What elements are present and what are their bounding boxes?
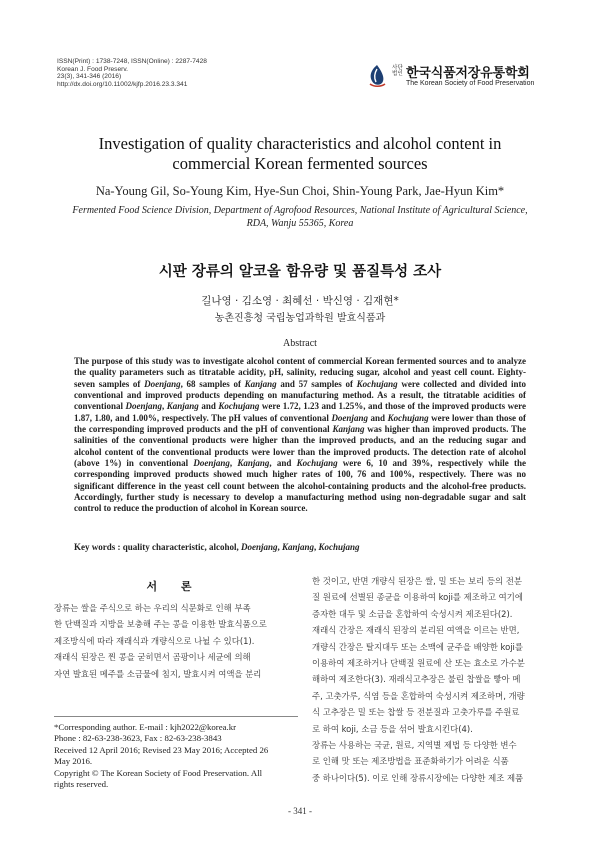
- body-column-left: [54, 600, 300, 682]
- society-name-kr: 한국식품저장유통학회: [406, 66, 530, 81]
- doi-link[interactable]: http://dx.doi.org/10.11002/kjfp.2016.23.3.341: [57, 80, 188, 88]
- body-text-line: 재래식 간장은 재래식 된장의 분리된 여액을 이르는 반면,: [312, 625, 520, 636]
- affiliation-kr: 농촌진흥청 국립농업과학원 발효식품과: [214, 313, 386, 324]
- abstract-body: The purpose of this study was to investigate alcohol content of commercial Korean fermented sources and to analyze the quality parameters such as titratable acidity, pH, salinity, reducing sugar, alcohol and yeast cell count. Eighty-seven samples of Doenjang, 68 samples of Kanjang and 57 samples of Kochujang were collected and divided into conventional and improved products depending on manufacturing method. As a result, the titratable acidities of conventional Doenjang, Kanjang and Kochujang were 1.72, 1.23 and 1.25%, and those of the improved products were 1.87, 1.80, and 1.00%, respectively. The pH values of conventional Doenjang and Kochujang were lower than those of the corresponding improved products and the pH of conventional Kanjang was higher than improved products. The salinities of the conventional products were higher than the improved products, and an the reducing sugar and alcohol content of the conventional products were lower than the improved products. The detection rate of alcohol (above 1%) in conventional Doenjang, Kanjang, and Kochujang were 6, 10 and 39%, respectively while the corresponding improved products showed much higher rates of 100, 76 and 100%, respectively. There was no significant difference in the yeast cell count between the alcohol-containing products and the alcohol-free products. Accordingly, further study is necessary to develop a manufacturing method using non-degradable sugar and salt control to reduce the production of alcohol in Korean source.: [74, 356, 527, 514]
- body-text-line: 증자한 대두 및 소금을 혼합하여 숙성시켜 제조된다(2).: [312, 608, 513, 619]
- keywords-list: quality characteristic, alcohol, Doenjang, Kanjang, Kochujang: [122, 542, 360, 552]
- article-title-line-2: commercial Korean fermented sources: [172, 154, 428, 173]
- journal-header-info: [57, 58, 297, 88]
- body-text-line: 식 고추장은 밀 또는 찹쌀 등 전분질과 고춧가루를 주원료: [312, 707, 520, 718]
- author-list: Na-Young Gil, So-Young Kim, Hye-Sun Choi, Shin-Young Park, Jae-Hyun Kim*: [95, 184, 505, 198]
- body-text-line: 로 하여 koji, 소금 등을 섞어 발효시킨다(4).: [312, 723, 473, 734]
- footnote-line: Received 12 April 2016; Revised 23 May 2016; Accepted 26: [54, 744, 269, 755]
- volume-line: 23(3), 341-346 (2016): [57, 73, 122, 81]
- body-text-line: 질 원료에 선별된 종균을 이용하여 koji를 제조하고 여기에: [312, 592, 523, 603]
- section-heading-introduction: 서 론: [146, 580, 202, 593]
- footnote-line: Phone : 82-63-238-3623, Fax : 82-63-238-3843: [54, 733, 222, 744]
- issn-line: ISSN(Print) : 1738-7248, ISSN(Online) : 2287-7428: [57, 58, 207, 65]
- body-text-line: 한 단백질과 지방을 보충해 주는 콩을 이용한 발효식품으로: [54, 619, 267, 630]
- body-text-line: 한 것이고, 반면 개량식 된장은 쌀, 밀 또는 보리 등의 전분: [312, 576, 522, 586]
- body-text-line: 이용하여 제조하거나 단백질 원료에 산 또는 효소로 가수분: [312, 658, 525, 669]
- body-column-right: [312, 573, 548, 786]
- body-text-line: 중 하나이다(5). 이로 인해 장류시장에는 다양한 제조 제품: [312, 772, 524, 783]
- society-logo: [366, 60, 566, 94]
- corresponding-author-footnote: [54, 722, 300, 790]
- society-emblem-icon: [366, 64, 388, 88]
- article-title-line-1: Investigation of quality characteristics and alcohol content in: [98, 134, 502, 153]
- affiliation-line-2: RDA, Wanju 55365, Korea: [246, 218, 354, 229]
- body-text-line: 재래식 된장은 찐 콩을 굳히면서 곰팡이나 세균에 의해: [54, 652, 251, 663]
- body-text-line: 주, 고춧가루, 식염 등을 혼합하여 숙성시켜 제조하며, 개량: [312, 690, 525, 701]
- footnote-line: rights reserved.: [54, 779, 109, 790]
- author-list-kr: 길나영 · 김소영 · 최혜선 · 박신영 · 김재현*: [201, 295, 399, 307]
- body-text-line: 제조방식에 따라 재래식과 개량식으로 나뉠 수 있다(1).: [54, 635, 255, 646]
- abstract-heading: Abstract: [283, 338, 317, 349]
- page-number: - 341 -: [288, 806, 312, 816]
- footnote-line: Copyright © The Korean Society of Food Preservation. All: [54, 767, 263, 778]
- keywords-label: Key words :: [74, 542, 121, 552]
- article-title: [60, 134, 540, 174]
- keywords: [74, 542, 526, 552]
- body-text-line: 장류는 쌀을 주식으로 하는 우리의 식문화로 인해 부족: [54, 603, 251, 613]
- body-text-line: 자연 발효된 메주를 소금물에 침지, 발효시켜 여액을 분리: [54, 668, 262, 679]
- society-name-en: The Korean Society of Food Preservation: [406, 80, 535, 87]
- footnote-line: May 2016.: [54, 756, 93, 767]
- footnote-line: *Corresponding author. E-mail : kjh2022@korea.kr: [54, 722, 237, 732]
- affiliation-line-1: Fermented Food Science Division, Department of Agrofood Resources, National Institute of Agricultural Science,: [72, 205, 528, 216]
- journal-name: Korean J. Food Preserv.: [57, 65, 128, 73]
- body-text-line: 해하여 제조한다(3). 재래식고추장은 불린 찹쌀을 빻아 메: [312, 674, 521, 685]
- body-text-line: 개량식 간장은 탈지대두 또는 소맥에 균주을 배양한 koji를: [312, 641, 523, 652]
- affiliation: [60, 204, 540, 230]
- society-small-label: 사단법인: [392, 65, 403, 78]
- footnote-divider: [54, 716, 298, 717]
- body-text-line: 장류는 사용하는 국균, 원료, 지역별 제법 등 다양한 변수: [312, 740, 517, 751]
- body-text-line: 로 인해 맛 또는 제조방법을 표준화하기가 어려운 식품: [312, 756, 509, 767]
- article-title-kr: 시판 장류의 알코올 함유량 및 품질특성 조사: [158, 264, 442, 280]
